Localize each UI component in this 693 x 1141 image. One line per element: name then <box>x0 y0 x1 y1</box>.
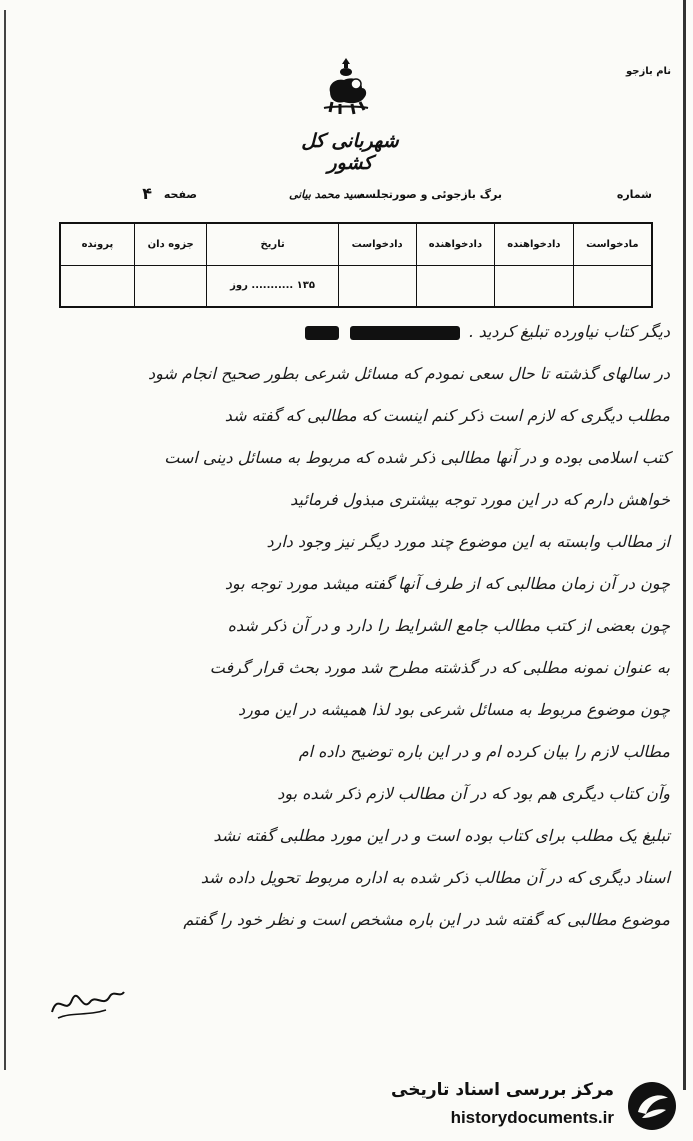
scan-edge-left <box>4 10 6 1070</box>
body-line: از مطالب وابسته به این موضوع چند مورد دیگر نیز وجود دارد <box>266 532 670 551</box>
header-col-4: دادخواست <box>338 223 416 265</box>
redaction-bar <box>350 326 460 340</box>
body-line: وآن کتاب دیگری هم بود که در آن مطالب لازم ذکر شده بود <box>277 784 670 803</box>
page-number: ۴ <box>142 184 152 203</box>
date-day-label: روز <box>230 280 248 292</box>
body-line: مطلب دیگری که لازم است ذکر کنم اینست که مطالبی که گفته شد <box>224 406 670 425</box>
body-line: دیگر کتاب نیاورده تبلیغ کردید . <box>302 322 670 341</box>
sheet-header-row <box>62 184 652 210</box>
page-label: صفحه <box>163 188 197 201</box>
body-line: کتب اسلامی بوده و در آنها مطالبی ذکر شده که مربوط به مسائل دینی است <box>164 448 670 467</box>
archive-logo-icon <box>626 1080 678 1132</box>
header-col-1: پرونده <box>60 223 134 265</box>
signature-scribble <box>48 982 128 1022</box>
header-table-values-row <box>60 265 652 307</box>
header-table <box>59 222 653 308</box>
header-col-3: تاریخ <box>207 223 338 265</box>
number-label: شماره <box>616 188 652 201</box>
header-col-7: مادخواست <box>573 223 652 265</box>
redaction-bar <box>305 326 339 340</box>
body-line: چون بعضی از کتب مطالب جامع الشرایط را دارد و در آن ذکر شده <box>227 616 670 635</box>
body-line: اسناد دیگری که در آن مطالب ذکر شده به اداره مربوط تحویل داده شد <box>200 868 670 887</box>
body-line: موضوع مطالبی که گفته شد در این باره مشخص است و نظر خود را گفتم <box>183 910 670 929</box>
body-line: چون موضوع مربوط به مسائل شرعی بود لذا همیشه در این مورد <box>238 700 670 719</box>
watermark <box>391 1076 686 1134</box>
header-col-6: دادخواهنده <box>495 223 573 265</box>
body-line: تبلیغ یک مطلب برای کتاب بوده است و در این مورد مطلبی گفته نشد <box>213 826 670 845</box>
lion-and-sun-emblem-icon <box>322 58 370 116</box>
header-table-labels-row <box>60 223 652 265</box>
organization-title: شهربانی کل کشور <box>301 130 399 174</box>
watermark-title: مرکز بررسی اسناد تاریخی <box>391 1080 614 1100</box>
scan-edge-right <box>683 0 686 1090</box>
body-line: مطالب لازم را بیان کرده ام و در این باره توضیح داده ام <box>298 742 670 761</box>
watermark-url: historydocuments.ir <box>450 1108 614 1127</box>
date-year-value: ۱۳۵ <box>296 280 315 292</box>
body-line: در سالهای گذشته تا حال سعی نمودم که مسائل شرعی بطور صحیح انجام شود <box>148 364 670 383</box>
body-line: خواهش دارم که در این مورد توجه بیشتری مبذول فرمائید <box>290 490 670 509</box>
body-line: به عنوان نمونه مطلبی که در گذشته مطرح شد مورد بحث قرار گرفت <box>209 658 670 677</box>
date-cell: ۱۳۵ ........... روز <box>207 265 338 307</box>
interrogator-label: نام بازجو <box>626 66 672 77</box>
body-line: چون در آن زمان مطالبی که از طرف آنها گفته میشد مورد توجه بود <box>224 574 670 593</box>
header-col-5: دادخواهنده <box>416 223 494 265</box>
sheet-title: برگ بازجوئی و صورتجلسه <box>358 188 502 201</box>
subject-name: سید محمد بیانی <box>288 188 362 201</box>
header-col-2: جزوه دان <box>134 223 207 265</box>
